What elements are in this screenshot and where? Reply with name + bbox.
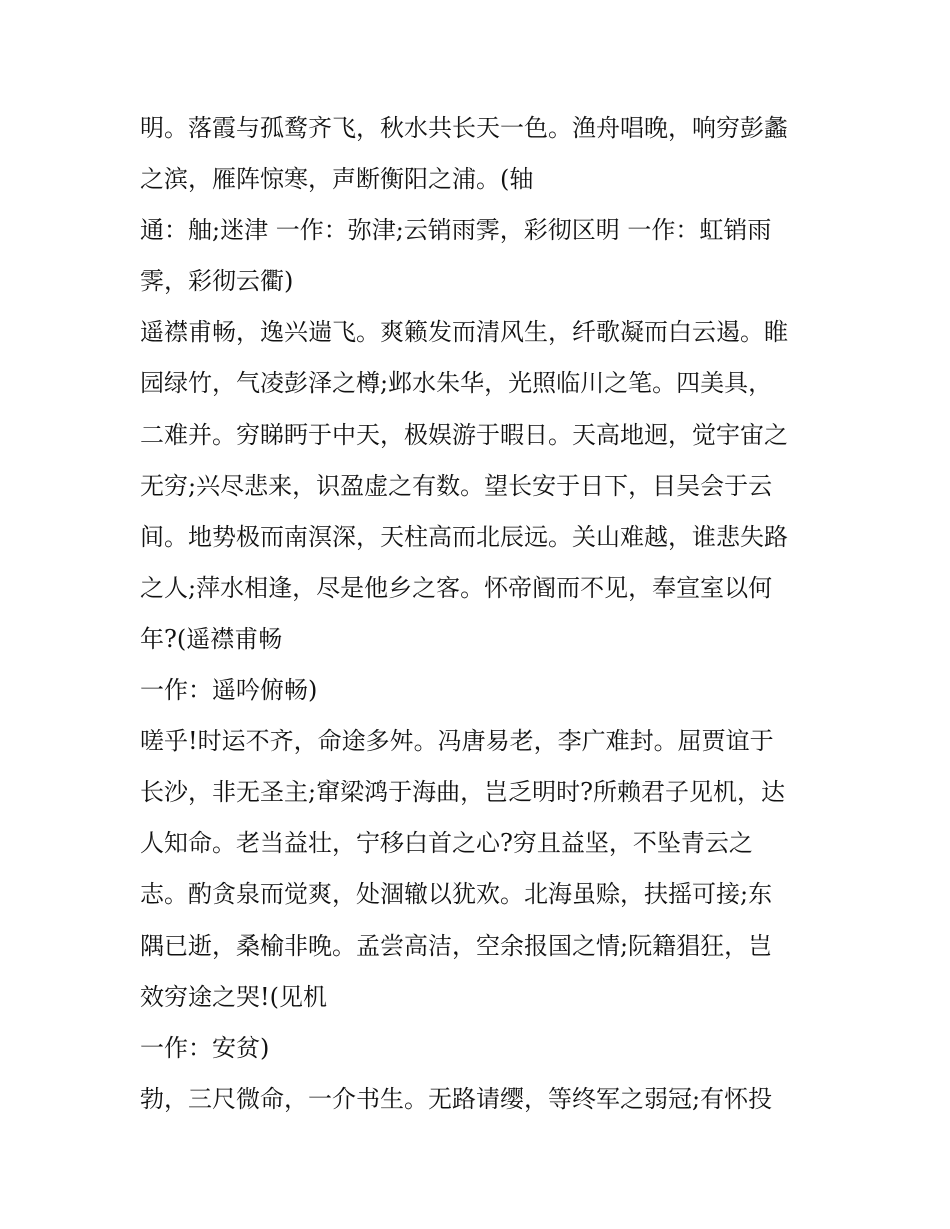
text-line: 嗟乎!时运不齐，命途多舛。冯唐易老，李广难封。屈贾谊于 <box>140 727 774 756</box>
text-line: 一作：遥吟俯畅) <box>140 676 318 705</box>
text-line: 勃，三尺微命，一介书生。无路请缨，等终军之弱冠;有怀投 <box>140 1084 773 1113</box>
text-line: 年?(遥襟甫畅 <box>140 624 283 653</box>
text-line: 通：舳;迷津 一作：弥津;云销雨霁，彩彻区明 一作：虹销雨 <box>140 216 772 245</box>
text-line: 霁，彩彻云衢) <box>140 267 294 296</box>
text-line: 二难并。穷睇眄于中天，极娱游于暇日。天高地迥，觉宇宙之 <box>140 420 788 449</box>
text-line: 效穷途之哭!(见机 <box>140 982 328 1011</box>
text-line: 长沙，非无圣主;窜梁鸿于海曲，岂乏明时?所赖君子见机，达 <box>140 778 785 807</box>
text-line: 间。地势极而南溟深，天柱高而北辰远。关山难越，谁悲失路 <box>140 522 788 551</box>
text-line: 之滨，雁阵惊寒，声断衡阳之浦。(轴 <box>140 165 534 194</box>
text-line: 遥襟甫畅，逸兴遄飞。爽籁发而清风生，纤歌凝而白云遏。睢 <box>140 318 788 347</box>
text-line: 园绿竹，气凌彭泽之樽;邺水朱华，光照临川之笔。四美具， <box>140 369 773 398</box>
text-line: 隅已逝，桑榆非晚。孟尝高洁，空余报国之情;阮籍猖狂，岂 <box>140 931 773 960</box>
text-line: 志。酌贪泉而觉爽，处涸辙以犹欢。北海虽赊，扶摇可接;东 <box>140 880 773 909</box>
body-text <box>140 103 820 1125</box>
text-line: 无穷;兴尽悲来，识盈虚之有数。望长安于日下，目吴会于云 <box>140 471 773 500</box>
text-line: 明。落霞与孤鹜齐飞，秋水共长天一色。渔舟唱晚，响穷彭蠡 <box>140 114 788 142</box>
text-line: 一作：安贫) <box>140 1033 270 1062</box>
text-line: 人知命。老当益壮，宁移白首之心?穷且益坚，不坠青云之 <box>140 829 753 858</box>
text-line: 之人;萍水相逢，尽是他乡之客。怀帝阍而不见，奉宣室以何 <box>140 573 773 602</box>
